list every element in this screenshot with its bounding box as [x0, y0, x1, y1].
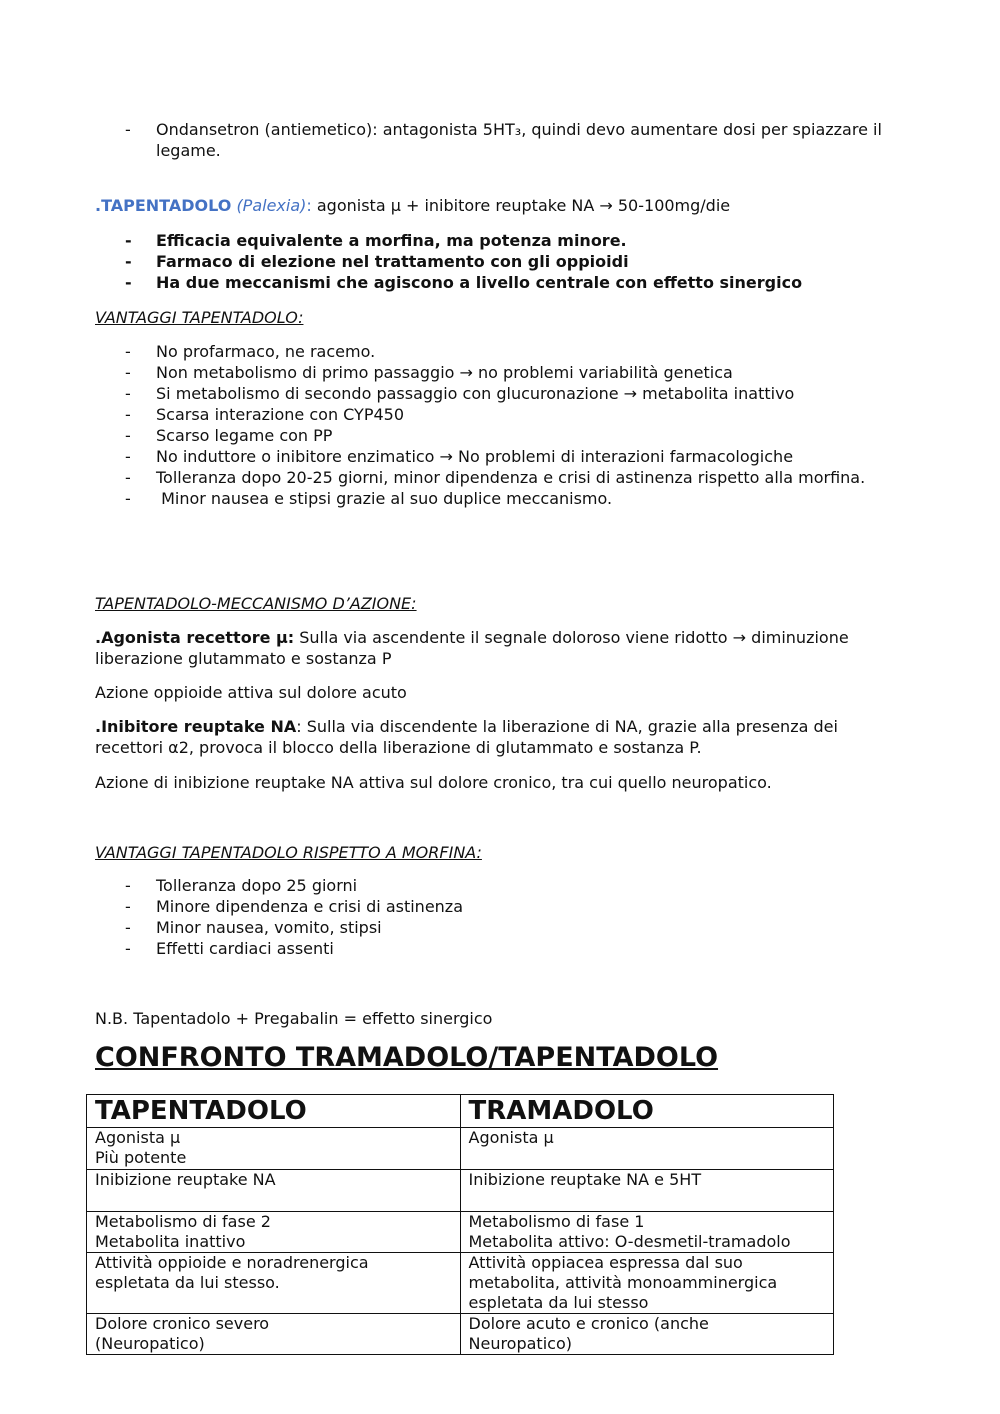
table-cell: Inibizione reuptake NA e 5HT: [460, 1170, 834, 1212]
comparison-table: [86, 1094, 834, 1355]
list-item: [95, 230, 955, 251]
dash-bullet: -: [125, 252, 132, 271]
list-item: [95, 938, 955, 959]
dash-bullet: -: [125, 897, 131, 916]
bold-list: [95, 230, 955, 293]
dash-bullet: -: [125, 426, 131, 445]
inibitore-paragraph: [95, 716, 838, 758]
list-item-text: Si metabolismo di secondo passaggio con glucuronazione → metabolita inattivo: [156, 384, 795, 403]
dash-bullet: -: [125, 489, 131, 508]
table-cell: Dolore acuto e cronico (anche Neuropatico): [460, 1314, 834, 1355]
dash-bullet: -: [125, 405, 131, 424]
brand-name: (Palexia): [236, 196, 307, 215]
list-item-text: Tolleranza dopo 20-25 giorni, minor dipendenza e crisi di astinenza rispetto alla morfina.: [156, 468, 866, 487]
column-header-tramadolo: TRAMADOLO: [460, 1095, 834, 1128]
table-cell: Agonista μ Più potente: [87, 1128, 461, 1170]
list-item-text: Ha due meccanismi che agiscono a livello centrale con effetto sinergico: [156, 273, 803, 292]
azione-inibizione: Azione di inibizione reuptake NA attiva sul dolore cronico, tra cui quello neuropatico.: [95, 773, 772, 792]
list-item-text: Minor nausea e stipsi grazie al suo duplice meccanismo.: [156, 489, 613, 508]
list-item: [95, 272, 955, 293]
table-cell: Metabolismo di fase 1 Metabolita attivo: O-desmetil-tramadolo: [460, 1212, 834, 1253]
confronto-title: CONFRONTO TRAMADOLO/TAPENTADOLO: [95, 1042, 719, 1073]
agonista-label: .Agonista recettore μ:: [95, 628, 295, 647]
list-item-text: Efficacia equivalente a morfina, ma potenza minore.: [156, 231, 627, 250]
table-cell: Attività oppioide e noradrenergica espletata da lui stesso.: [87, 1253, 461, 1314]
list-item-text: Tolleranza dopo 25 giorni: [156, 876, 358, 895]
dash-bullet: -: [125, 342, 131, 361]
list-item: [95, 917, 955, 938]
table-cell: Inibizione reuptake NA: [87, 1170, 461, 1212]
dash-bullet: -: [125, 120, 131, 139]
dash-bullet: -: [125, 876, 131, 895]
list-item: [95, 425, 975, 446]
list-item-text: Non metabolismo di primo passaggio → no problemi variabilità genetica: [156, 363, 733, 382]
table-row: [87, 1253, 834, 1314]
table-header-row: [87, 1095, 834, 1128]
meccanismo-title: TAPENTADOLO-MECCANISMO D’AZIONE:: [95, 594, 417, 613]
list-item: [95, 875, 955, 896]
agonista-paragraph: [95, 627, 849, 669]
vantaggi-morfina-list: [95, 875, 955, 959]
dash-bullet: -: [125, 939, 131, 958]
ondansetron-list: [95, 119, 935, 161]
table-cell: Metabolismo di fase 2 Metabolita inattivo: [87, 1212, 461, 1253]
vantaggi-list: [95, 341, 975, 509]
nota-bene: N.B. Tapentadolo + Pregabalin = effetto sinergico: [95, 1009, 493, 1028]
column-header-tapentadolo: TAPENTADOLO: [87, 1095, 461, 1128]
table-row: [87, 1212, 834, 1253]
tapentadolo-heading: [95, 195, 730, 216]
dash-bullet: -: [125, 447, 131, 466]
dash-bullet: -: [125, 468, 131, 487]
list-item: [95, 404, 975, 425]
agonista-text: Sulla via ascendente il segnale doloroso viene ridotto → diminuzione: [294, 628, 849, 647]
list-item: [95, 383, 975, 404]
table-cell: Dolore cronico severo (Neuropatico): [87, 1314, 461, 1355]
list-item: [95, 362, 975, 383]
list-item: [95, 251, 955, 272]
list-item-text: Minor nausea, vomito, stipsi: [156, 918, 382, 937]
agonista-text-2: liberazione glutammato e sostanza P: [95, 649, 392, 668]
list-item-text: Farmaco di elezione nel trattamento con gli oppioidi: [156, 252, 629, 271]
list-item-text: Effetti cardiaci assenti: [156, 939, 334, 958]
list-item: [95, 467, 975, 488]
list-item: [95, 896, 955, 917]
inibitore-label: .Inibitore reuptake NA: [95, 717, 297, 736]
inibitore-text-2: recettori α2, provoca il blocco della liberazione di glutammato e sostanza P.: [95, 738, 702, 757]
dash-bullet: -: [125, 384, 131, 403]
table-cell: Attività oppiacea espressa dal suo metabolita, attività monoamminergica espletata da lui stesso: [460, 1253, 834, 1314]
drug-name: .TAPENTADOLO: [95, 196, 232, 215]
list-item-text: No induttore o inibitore enzimatico → No problemi di interazioni farmacologiche: [156, 447, 794, 466]
table-cell: Agonista μ: [460, 1128, 834, 1170]
list-item: [95, 119, 935, 161]
heading-colon: :: [306, 196, 312, 215]
table-row: [87, 1128, 834, 1170]
vantaggi-title: VANTAGGI TAPENTADOLO:: [95, 308, 304, 327]
dash-bullet: -: [125, 273, 132, 292]
list-item-text: Scarsa interazione con CYP450: [156, 405, 405, 424]
vantaggi-morfina-title: VANTAGGI TAPENTADOLO RISPETTO A MORFINA:: [95, 843, 482, 862]
table-row: [87, 1314, 834, 1355]
list-item: [95, 446, 975, 467]
list-item-text: Scarso legame con PP: [156, 426, 333, 445]
inibitore-text: : Sulla via discendente la liberazione di NA, grazie alla presenza dei: [296, 717, 838, 736]
dash-bullet: -: [125, 918, 131, 937]
list-item-text: No profarmaco, ne racemo.: [156, 342, 376, 361]
dash-bullet: -: [125, 363, 131, 382]
table-row: [87, 1170, 834, 1212]
list-item-text: Ondansetron (antiemetico): antagonista 5HT₃, quindi devo aumentare dosi per spiazzare il legame.: [156, 120, 882, 160]
list-item: [95, 341, 975, 362]
list-item-text: Minore dipendenza e crisi di astinenza: [156, 897, 463, 916]
azione-oppioide: Azione oppioide attiva sul dolore acuto: [95, 683, 407, 702]
dash-bullet: -: [125, 231, 132, 250]
heading-rest: agonista μ + inibitore reuptake NA → 50-100mg/die: [311, 196, 731, 215]
list-item: [95, 488, 975, 509]
